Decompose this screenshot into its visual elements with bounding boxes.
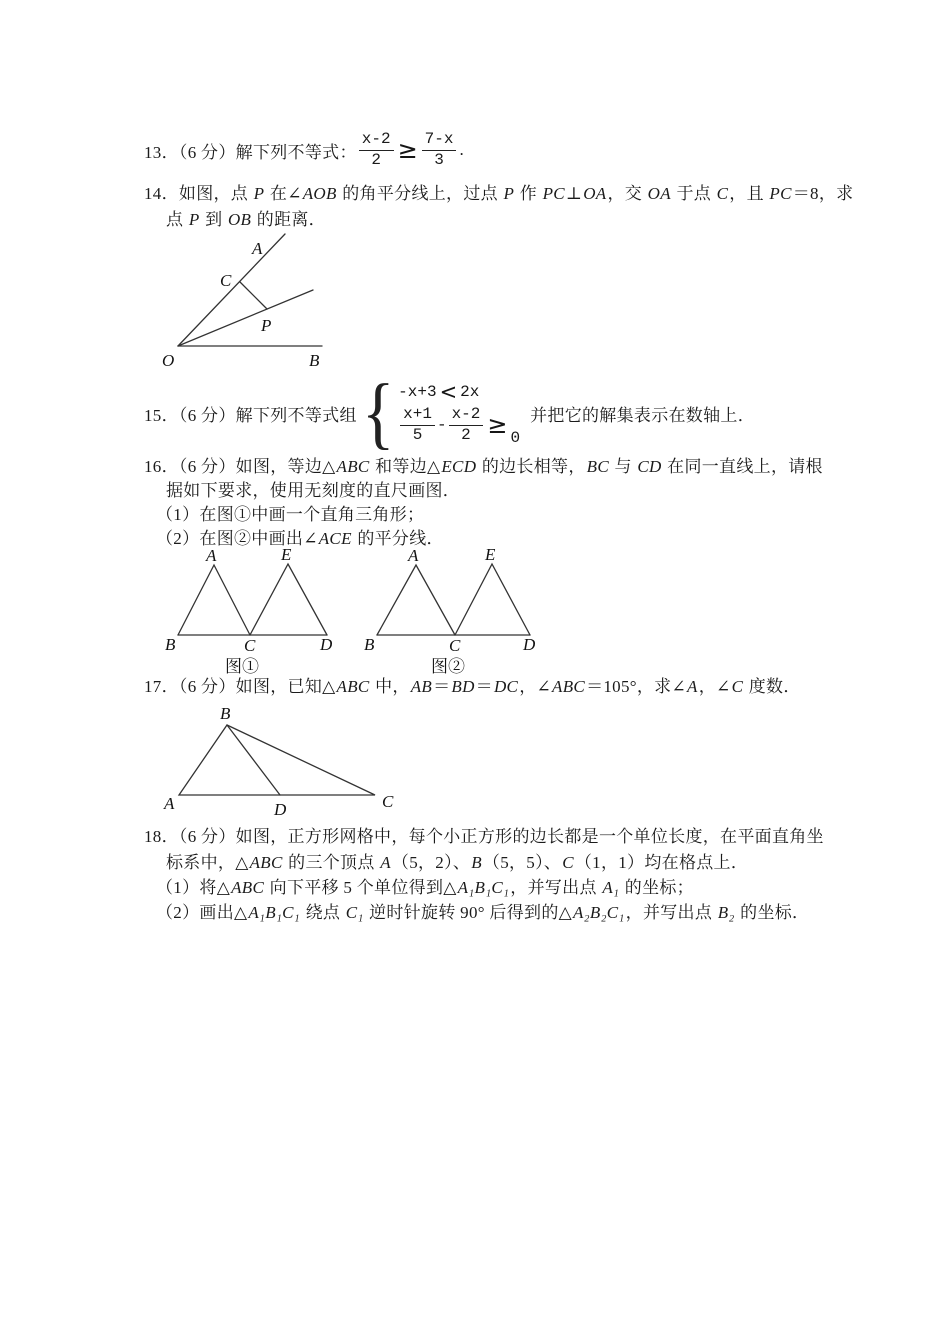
question-18-item-1: （1）将△ABC 向下平移 5 个单位得到△A₁B₁C₁，并写出点 A₁ 的坐标； (156, 878, 694, 897)
q13-fraction-right-denominator: 3 (434, 150, 444, 169)
fig14-label-A: A (252, 239, 263, 258)
q13-fraction-left-numerator: x-2 (359, 131, 394, 151)
fig16-left-label-E: E (281, 549, 292, 564)
fig14-label-O: O (162, 351, 175, 370)
q13-geq-operator: ≥ (397, 136, 418, 164)
fig17-label-B: B (220, 705, 231, 723)
fig16-right-label-C: C (449, 636, 461, 655)
fig16-left-label-B: B (165, 635, 176, 654)
question-13 (144, 128, 464, 172)
fig16-left-label-C: C (244, 636, 256, 655)
question-16-item-2: （2）在图②中画出∠ACE 的平分线． (156, 529, 444, 548)
q15-fraction-left (400, 406, 435, 444)
q15-inequality-system (398, 379, 521, 448)
q13-fraction-left (359, 131, 394, 169)
fig17-label-A: A (164, 794, 175, 813)
q15-minus-operator: - (436, 416, 447, 434)
q15-ineq1-lhs: -x+3 (398, 383, 437, 402)
fig14-label-C: C (220, 271, 232, 290)
q13-fraction-right (422, 131, 457, 169)
fig16-left-caption: 图① (225, 657, 259, 676)
q15-fraction-left-denominator: 5 (412, 425, 423, 444)
question-16-line-2: 据如下要求，使用无刻度的直尺画图． (166, 481, 461, 500)
fig17-segment-BD (227, 725, 280, 795)
q15-system-brace: { (361, 369, 395, 457)
q13-fraction-left-denominator: 2 (371, 150, 381, 169)
fig16-left-label-D: D (320, 635, 333, 654)
fig16-right-caption: 图② (431, 657, 465, 676)
q15-geq-operator: ≥ (487, 411, 508, 439)
question-16-line-1: 16．（6 分）如图，等边△ABC 和等边△ECD 的边长相等，BC 与 CD 在同一直线上，请根 (144, 457, 823, 476)
fig17-label-D: D (274, 800, 287, 819)
figure-16-equilateral-triangles (163, 549, 573, 679)
q13-period: . (459, 140, 464, 159)
question-14-line-2: 点 P 到 OB 的距离． (166, 210, 326, 229)
q15-fraction-right-numerator: x-2 (449, 406, 484, 426)
fig17-label-C: C (382, 792, 394, 811)
question-16-item-1: （1）在图①中画一个直角三角形； (156, 505, 425, 524)
fig16-right-label-E: E (485, 549, 496, 564)
q15-inequality-1 (398, 379, 520, 404)
q15-fraction-right-denominator: 2 (461, 425, 471, 444)
fig16-right-label-D: D (523, 635, 536, 654)
fig16-right-label-B: B (364, 635, 375, 654)
ray-bisector-OP (178, 290, 313, 346)
fig14-label-P: P (261, 316, 272, 335)
fig17-triangle-ABC (179, 725, 375, 795)
question-13-text: 13．（6 分）解下列不等式： (144, 142, 357, 162)
question-18-line-1: 18．（6 分）如图，正方形网格中，每个小正方形的边长都是一个单位长度，在平面直角坐 (144, 827, 824, 846)
question-18-item-2: （2）画出△A₁B₁C₁ 绕点 C₁ 逆时针旋转 90° 后得到的△A₂B₂C₁，并写出点 B₂ 的坐标． (156, 903, 810, 922)
question-17-line-1: 17．（6 分）如图，已知△ABC 中，AB＝BD＝DC，∠ABC＝105°，求∠A，∠C 度数． (144, 677, 801, 696)
question-14-line-1: 14．如图，点 P 在∠AOB 的角平分线上，过点 P 作 PC⊥OA，交 OA 于点 C，且 PC＝8，求 (144, 184, 854, 203)
fig16-left-label-A: A (206, 549, 217, 565)
figure-14-angle-bisector (158, 230, 363, 370)
fig14-label-B: B (309, 351, 320, 370)
q13-fraction-right-numerator: 7-x (422, 131, 457, 151)
question-15 (144, 369, 756, 457)
segment-CP (240, 282, 267, 309)
fig16-left-triangle-ABC (178, 565, 250, 635)
q15-less-than-operator: < (439, 379, 458, 404)
q15-inequality-2 (398, 404, 521, 448)
q15-fraction-left-numerator: x+1 (400, 406, 435, 426)
fig16-left-triangle-ECD (250, 564, 327, 635)
q15-fraction-right (449, 406, 484, 444)
q15-ineq2-rhs: 0 (510, 429, 521, 448)
fig16-right-triangle-ECD (455, 564, 530, 635)
question-18-line-2: 标系中，△ABC 的三个顶点 A（5，2）、B（5，5）、C（1，1）均在格点上． (166, 853, 749, 872)
figure-17-triangle-with-cevian (148, 705, 423, 820)
question-15-text: 15．（6 分）解下列不等式组 (144, 405, 357, 425)
fig16-right-triangle-ABC (377, 565, 455, 635)
fig16-right-label-A: A (408, 549, 419, 565)
question-15-tail-text: 并把它的解集表示在数轴上． (530, 405, 756, 425)
q15-ineq1-rhs: 2x (460, 383, 480, 402)
